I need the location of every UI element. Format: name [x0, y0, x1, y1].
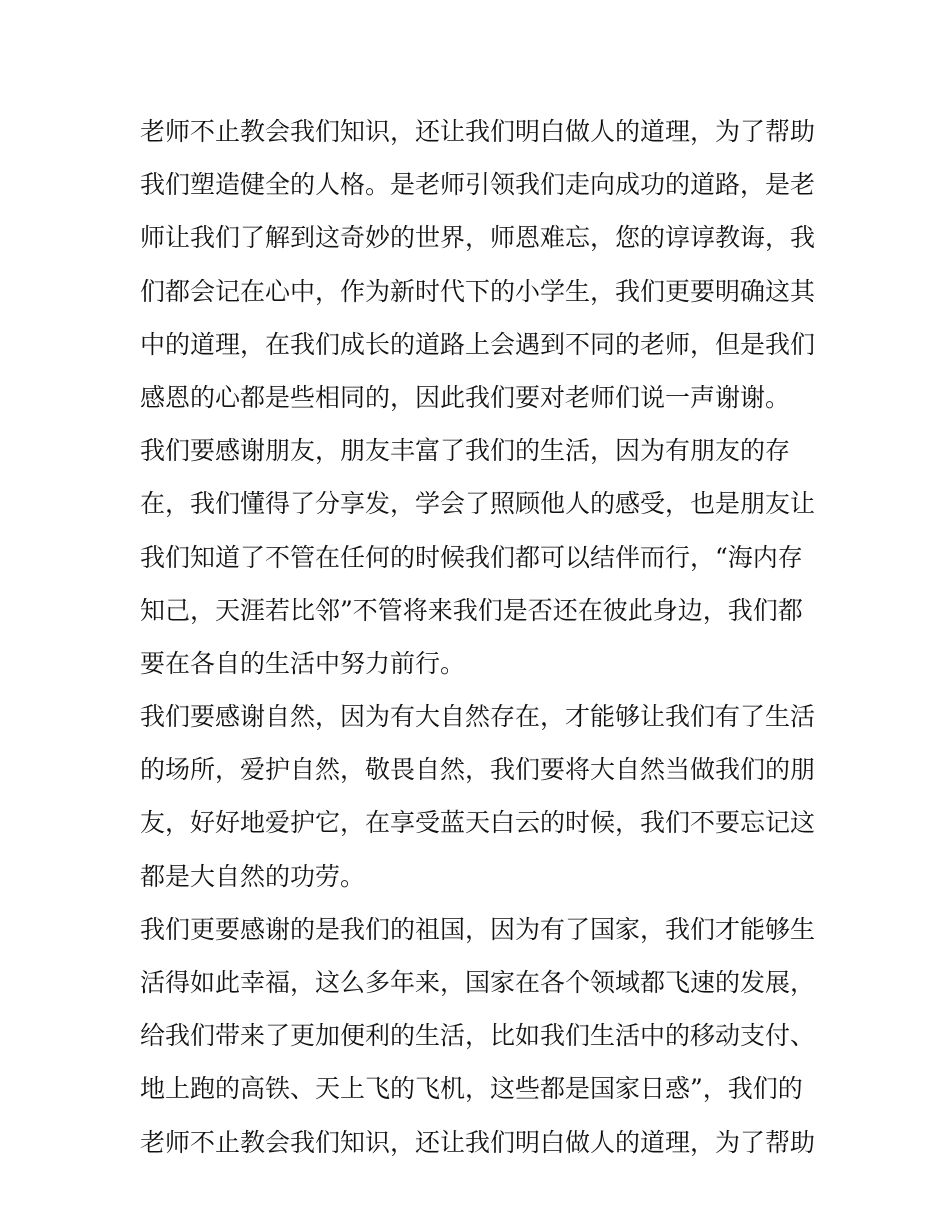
text-line: 我们要感谢朋友，朋友丰富了我们的生活，因为有朋友的存	[140, 436, 791, 466]
text-line: 活得如此幸福，这么多年来，国家在各个领域都飞速的发展，	[140, 968, 816, 997]
text-line: 们都会记在心中，作为新时代下的小学生，我们更要明确这其	[140, 276, 816, 306]
text-line: 我们要感谢自然，因为有大自然存在，才能够让我们有了生活	[140, 702, 816, 732]
text-line: 知己，天涯若比邻”不管将来我们是否还在彼此身边，我们都	[140, 595, 803, 625]
text-line: 我们塑造健全的人格。是老师引领我们走向成功的道路，是老	[140, 170, 816, 200]
text-line: 友，好好地爱护它，在享受蓝天白云的时候，我们不要忘记这	[140, 808, 816, 838]
text-line: 地上跑的高铁、天上飞的飞机，这些都是国家日惑”，我们的	[140, 1074, 803, 1104]
text-line: 老师不止教会我们知识，还让我们明白做人的道理，为了帮助	[140, 117, 816, 146]
text-line: 要在各自的生活中努力前行。	[140, 648, 466, 678]
text-line: 给我们带来了更加便利的生活，比如我们生活中的移动支付、	[140, 1021, 816, 1051]
text-line: 的场所，爱护自然，敬畏自然，我们要将大自然当做我们的朋	[140, 755, 816, 785]
text-line: 中的道理，在我们成长的道路上会遇到不同的老师，但是我们	[140, 329, 816, 359]
text-line: 感恩的心都是些相同的，因此我们要对老师们说一声谢谢。	[140, 382, 791, 412]
text-line: 我们知道了不管在任何的时候我们都可以结伴而行，“海内存	[140, 542, 803, 572]
text-line: 在，我们懂得了分享发，学会了照顾他人的感受，也是朋友让	[140, 489, 816, 519]
text-line: 都是大自然的功劳。	[140, 861, 366, 891]
body-text	[140, 105, 820, 1169]
text-line: 老师不止教会我们知识，还让我们明白做人的道理，为了帮助	[140, 1127, 816, 1157]
text-line: 我们更要感谢的是我们的祖国，因为有了国家，我们才能够生	[140, 914, 816, 944]
text-line: 师让我们了解到这奇妙的世界，师恩难忘，您的谆谆教诲，我	[140, 223, 816, 253]
